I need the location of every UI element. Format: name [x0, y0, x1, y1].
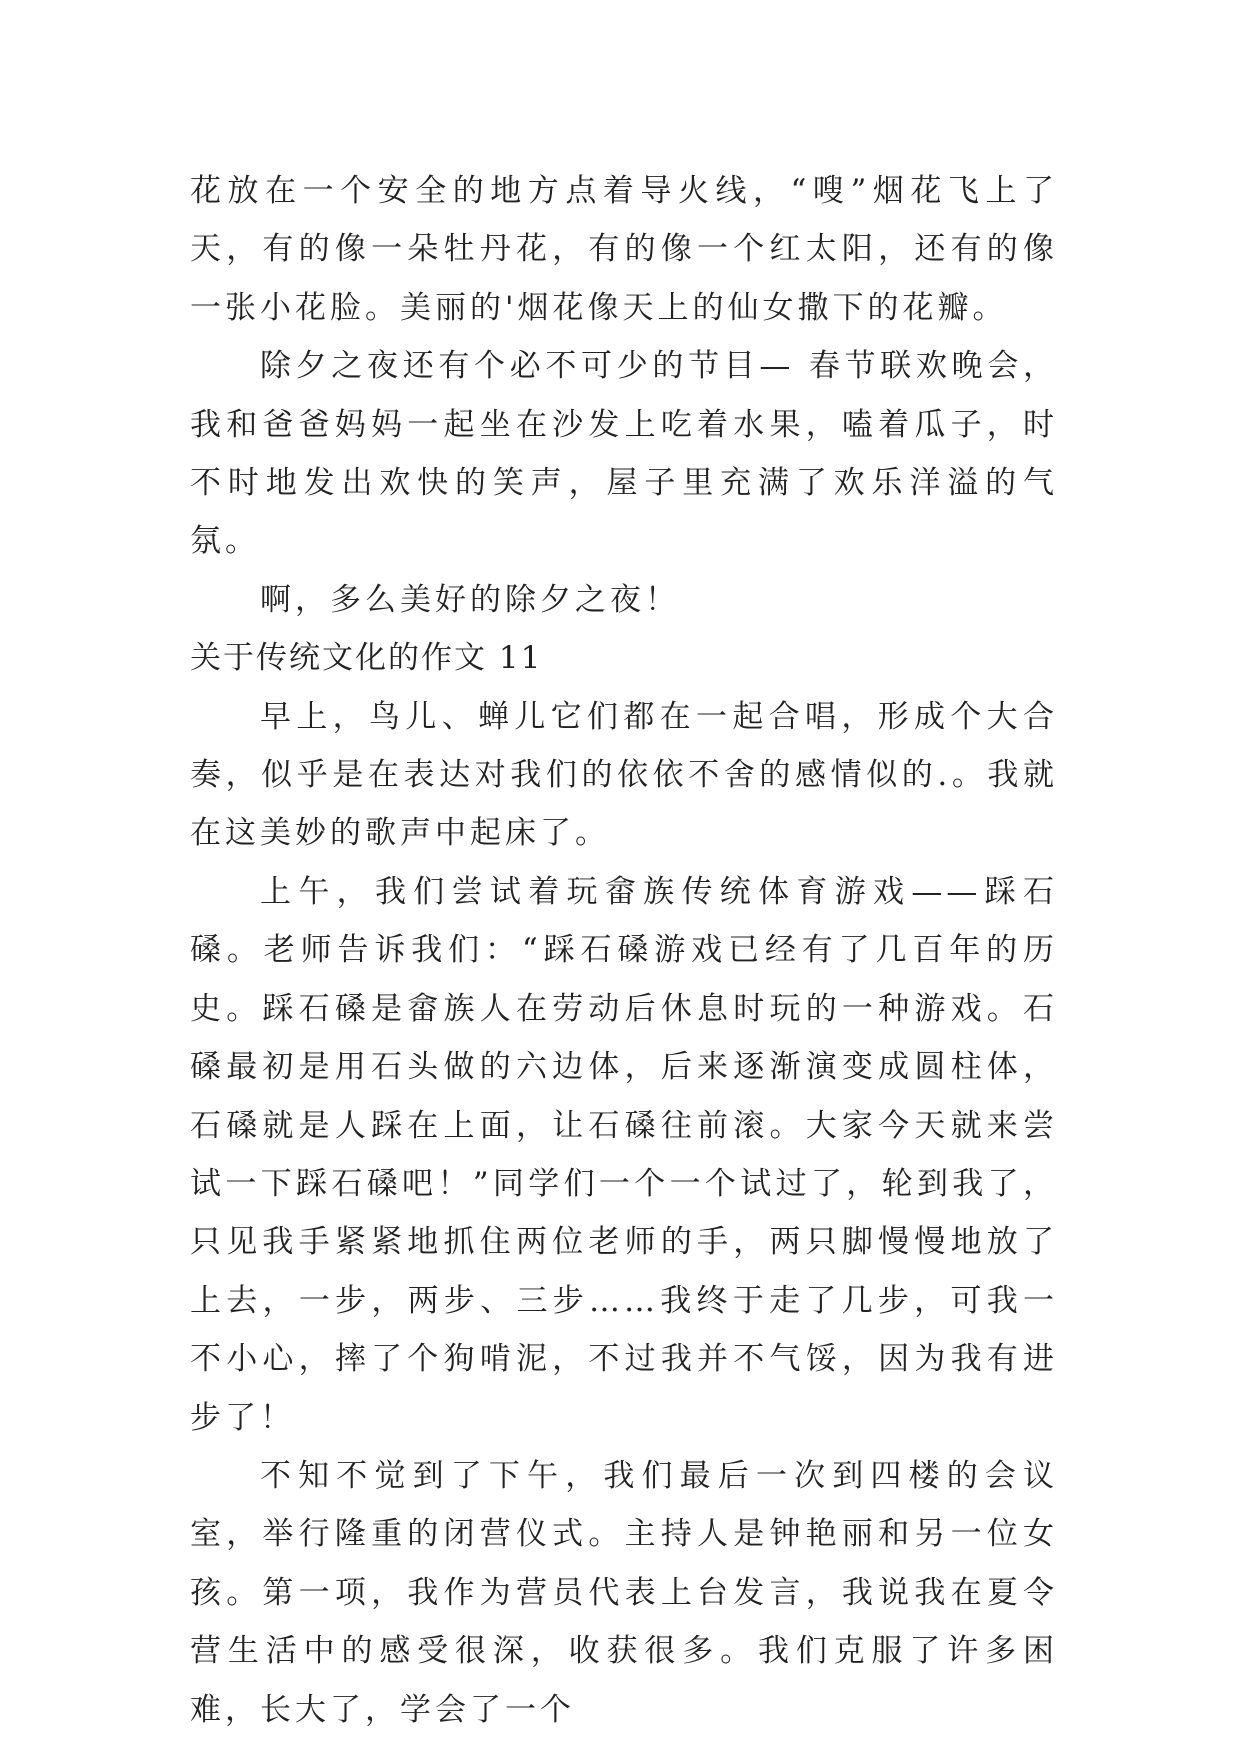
document-body: [190, 162, 1058, 1739]
paragraph-morning: 早上，鸟儿、蝉儿它们都在一起合唱，形成个大合奏，似乎是在表达对我们的依依不舍的感情似的.。我就在这美妙的歌声中起床了。: [190, 698, 1058, 852]
section-title: 关于传统文化的作文 11: [190, 640, 543, 677]
paragraph-stone-game: 上午，我们尝试着玩畲族传统体育游戏——踩石磉。老师告诉我们：“踩石磉游戏已经有了几百年的历史。踩石磉是畲族人在劳动后休息时玩的一种游戏。石磉最初是用石头做的六边体，后来逐渐演变成圆柱体，石磉就是人踩在上面，让石磉往前滚。大家今天就来尝试一下踩石磉吧！”同学们一个一个试过了，轮到我了，只见我手紧紧地抓住两位老师的手，两只脚慢慢地放了上去，一步，两步、三步……我终于走了几步，可我一不小心，摔了个狗啃泥，不过我并不气馁，因为我有进步了！: [190, 873, 1058, 1436]
paragraph-closing-ceremony: 不知不觉到了下午，我们最后一次到四楼的会议室，举行隆重的闭营仪式。主持人是钟艳丽和另一位女孩。第一项，我作为营员代表上台发言，我说我在夏令营生活中的感受很深，收获很多。我们克服了许多困难，长大了，学会了一个: [190, 1457, 1058, 1728]
paragraph-spring-festival-gala: 除夕之夜还有个必不可少的节目— 春节联欢晚会，我和爸爸妈妈一起坐在沙发上吃着水果，嗑着瓜子，时不时地发出欢快的笑声，屋子里充满了欢乐洋溢的气氛。: [190, 348, 1058, 560]
paragraph-fireworks: 花放在一个安全的地方点着导火线，“嗖”烟花飞上了天，有的像一朵牡丹花，有的像一个红太阳，还有的像一张小花脸。美丽的'烟花像天上的仙女撒下的花瓣。: [190, 173, 1058, 326]
paragraph-new-years-eve: 啊，多么美好的除夕之夜！: [260, 581, 680, 618]
